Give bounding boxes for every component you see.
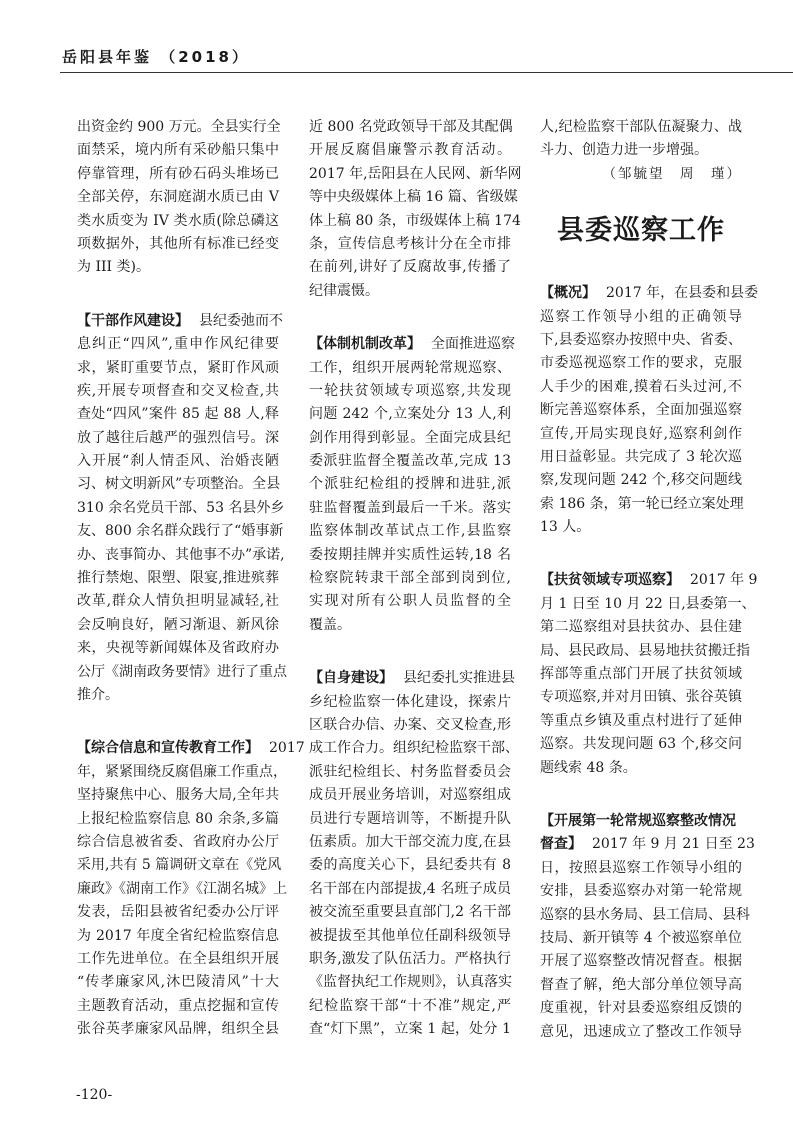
paragraph-line: 技局、新开镇等 4 个被巡察单位 [540,929,742,946]
paragraph-line: 办、丧事简办、其他事不办”承诺, [77,546,285,563]
paragraph-heading: 【扶贫领域专项巡察】 [540,572,680,589]
paragraph-line: 采用,共有 5 篇调研文章在《党风 [77,857,282,874]
paragraph-line: 一轮扶贫领域专项巡察,共发现 [309,382,511,399]
paragraph-line: 等中央级媒体上稿 16 篇、省级媒 [309,189,518,206]
paragraph-line: 委的高度关心下，县纪委共有 8 [309,857,511,874]
paragraph-line: 巡察工作领导小组的正确领导 [540,308,742,325]
paragraph-line: 查处“四风”案件 85 起 88 人,释 [77,406,279,423]
paragraph-line [540,833,755,856]
paragraph-line: 被交流至重要县直部门,2 名干部 [309,904,511,921]
paragraph-line: 张谷英孝廉家风品牌，组织全县 [77,1021,279,1038]
paragraph-line: 条，宣传信息考核计分在全市排 [309,235,511,252]
paragraph-line: 问题 242 个,立案处分 13 人,利 [309,406,511,423]
paragraph-line: 职务,激发了队伍活力。严格执行 [309,950,511,967]
paragraph-line: 市委巡视巡察工作的要求，克服 [540,355,742,372]
paragraph-line: 督查了解，绝大部分单位领导高 [540,976,742,993]
paragraph [309,667,519,1041]
paragraph-line: 监察体制改革试点工作,县监察 [309,523,511,540]
paragraph-line: 成员开展业务培训，对巡察组成 [309,787,511,804]
section-title: 县委巡察工作 [557,215,725,247]
paragraph-line: 检察院转隶干部全部到岗到位, [309,570,511,587]
paragraph-line: 13 人。 [540,519,591,536]
paragraph-line: 覆盖。 [309,616,351,633]
paragraph-line: 坚持聚焦中心、服务大局,全年共 [77,787,279,804]
paragraph-line: 发表，岳阳县被省纪委办公厅评 [77,904,279,921]
paragraph-heading: 【综合信息和宣传教育工作】 [77,740,259,757]
paragraph-line: 剑作用得到彰显。全面完成县纪 [309,429,511,446]
paragraph-line: 为 III 类)。 [77,259,150,276]
paragraph-line: 放了越往后越严的强烈信号。深 [77,429,279,446]
paragraph-line: 实现对所有公职人员监督的全 [309,593,511,610]
paragraph-text: 2017 年，在县委和县委 [606,285,759,302]
paragraph-line: 工作，组织开展两轮常规巡察、 [309,359,511,376]
paragraph-line: 派驻纪检组长、村务监督委员会 [309,763,511,780]
paragraph-line: 挥部等重点部门开展了扶贫领域 [540,666,742,683]
paragraph-line: 专项巡察,并对月田镇、张谷英镇 [540,689,742,706]
paragraph-line: 察,发现问题 242 个,移交问题线 [540,472,742,489]
paragraph-line: 项数据外，其他所有标准已经变 [77,235,279,252]
paragraph [309,333,515,637]
paragraph-line [540,282,759,305]
paragraph-line: 索 186 条，第一轮已经立案处理 [540,495,744,512]
paragraph-line: 断完善巡察体系，全面加强巡察 [540,402,742,419]
paragraph-line: 公厅《湖南政务要情》进行了重点 [77,663,287,680]
paragraph [540,569,758,780]
paragraph-line: 入开展“刹人情歪风、治婚丧陋 [77,453,279,470]
paragraph [540,282,759,539]
paragraph-line: 巡察的县水务局、县工信局、县科 [540,906,750,923]
paragraph-line: 主题教育活动，重点挖掘和宣传 [77,997,279,1014]
paragraph [77,116,279,280]
paragraph-line: 用日益彰显。共完成了 3 轮次巡 [540,448,742,465]
paragraph-line [309,333,515,356]
paragraph-line: 驻监督覆盖到最后一千米。落实 [309,499,511,516]
author-credit: （邹毓望 周 瑾） [602,165,742,182]
paragraph-line: 在前列,讲好了反腐故事,传播了 [309,259,511,276]
running-header-title: 岳阳县年鉴 （2018） [62,48,250,66]
paragraph [540,116,742,163]
paragraph-line: 员进行专题培训等，不断提升队 [309,810,511,827]
header-rule [60,72,793,73]
paragraph-heading: 督查】 [540,836,582,853]
paragraph-line: 乡纪检监察一体化建设，探索片 [309,693,511,710]
column-3 [540,116,759,1074]
paragraph-line: 停靠管理，所有砂石码头堆场已 [77,165,279,182]
paragraph-line: 类水质变为 IV 类水质(除总磷这 [77,212,279,229]
paragraph-line: 开展反腐倡廉警示教育活动。 [309,142,511,159]
paragraph-line: “传孝廉家风,沐巴陵清风”十大 [77,974,279,991]
paragraph-line [540,569,758,592]
paragraph-line: 区联合办信、办案、交叉检查,形 [309,716,511,733]
paragraph-line: 《监督执纪工作规则》，认真落实 [309,974,512,991]
paragraph-line: 巡察。共发现问题 63 个,移交问 [540,736,742,753]
paragraph-line: 推行禁炮、限塑、限宴,推进殡葬 [77,570,279,587]
paragraph-line: 廉政》《湖南工作》《江湖名城》上 [77,880,287,897]
paragraph-line: 上报纪检监察信息 80 余条,多篇 [77,810,279,827]
paragraph-line: 月 1 日至 10 月 22 日,县委第一、 [540,595,756,612]
paragraph-line: 局、县民政局、县易地扶贫搬迁指 [540,642,750,659]
paragraph-line [309,667,515,690]
paragraph-line: 息纠正“四风”,重申作风纪律要 [77,336,279,353]
paragraph [309,116,522,303]
paragraph-line: 题线索 48 条。 [540,759,637,776]
paragraph-line: 全部关停，东洞庭湖水质已由 V [77,189,279,206]
paragraph-text: 县纪委扎实推进县 [403,670,515,687]
paragraph-line: 等重点乡镇及重点村进行了延伸 [540,712,742,729]
paragraph-line: 成工作合力。组织纪检监察干部、 [309,740,519,757]
paragraph-line [77,310,283,333]
paragraph-line: 改革,群众人情负担明显减轻,社 [77,593,279,610]
paragraph-line: 意见，迅速成立了整改工作领导 [540,1023,742,1040]
paragraph [77,737,305,1041]
paragraph-line: 推介。 [77,686,119,703]
paragraph-line: 宣传,开局实现良好,巡察利剑作 [540,425,742,442]
paragraph-line: 第二巡察组对县扶贫办、县住建 [540,619,742,636]
paragraph-line: 名干部在内部提拔,4 名班子成员 [309,880,511,897]
paragraph-line: 习、树文明新风”专项整治。全县 [77,476,281,493]
page-number: -120- [76,1087,113,1103]
paragraph-line [77,737,305,760]
paragraph-line: 友、800 余名群众践行了“婚事新 [77,523,284,540]
paragraph-line: 来，央视等新闻媒体及省政府办 [77,640,279,657]
paragraph [77,310,287,708]
paragraph-line: 开展了巡察整改情况督查。根据 [540,953,742,970]
paragraph-line: 委按期挂牌并实质性运转,18 名 [309,546,511,563]
paragraph-text: 全面推进巡察 [431,336,515,353]
column-2 [309,116,522,1071]
paragraph-heading: 【体制机制改革】 [309,336,421,353]
paragraph-line: 出资金约 900 万元。全县实行全 [77,119,281,135]
paragraph-line: 纪检监察干部“十不准”规定,严 [309,997,511,1014]
paragraph-line: 纪律震慑。 [309,282,379,299]
paragraph-line: 310 余名党员干部、53 名县外乡 [77,499,285,516]
column-1 [77,116,305,1071]
paragraph-line: 伍素质。加大干部交流力度,在县 [309,833,511,850]
paragraph-line: 度重视，针对县委巡察组反馈的 [540,1000,742,1017]
paragraph-text: 2017 [269,740,305,757]
paragraph-line: 人手少的困难,摸着石头过河,不 [540,378,742,395]
paragraph-line: 安排，县委巡察办对第一轮常规 [540,883,742,900]
paragraph-heading: 【概况】 [540,285,596,302]
paragraph-heading: 【自身建设】 [309,670,393,687]
paragraph-line: 会反响良好，陋习渐退、新风徐 [77,616,279,633]
paragraph-line: 为 2017 年度全省纪检监察信息 [77,927,279,944]
paragraph-line: 斗力、创造力进一步增强。 [540,142,708,159]
paragraph-line: 面禁采，境内所有采砂船只集中 [77,142,279,159]
paragraph-line: 体上稿 80 条，市级媒体上稿 174 [309,212,521,229]
paragraph-text: 2017 年 9 [690,572,758,589]
paragraph-text: 2017 年 9 月 21 日至 23 [592,836,755,853]
paragraph-line: 疾,开展专项督查和交叉检查,共 [77,382,279,399]
paragraph-line [540,810,742,833]
paragraph-line: 日，按照县巡察工作领导小组的 [540,859,742,876]
paragraph-line: 2017 年,岳阳县在人民网、新华网 [309,165,522,182]
paragraph-line: 人,纪检监察干部队伍凝聚力、战 [540,119,742,135]
paragraph-line: 个派驻纪检组的授牌和进驻,派 [309,476,511,493]
paragraph-heading: 【干部作风建设】 [77,312,189,329]
paragraph-line: 被提拔至其他单位任副科级领导 [309,927,511,944]
paragraph-line: 综合信息被省委、省政府办公厅 [77,833,279,850]
paragraph-line: 查“灯下黑”，立案 1 起，处分 1 [309,1021,511,1038]
paragraph-line: 年，紧紧围绕反腐倡廉工作重点， [77,763,287,780]
paragraph-line: 求，紧盯重要节点，紧盯作风顽 [77,359,279,376]
paragraph-text: 县纪委弛而不 [199,312,283,329]
paragraph-line: 近 800 名党政领导干部及其配偶 [309,119,513,135]
paragraph [540,810,755,1044]
paragraph-line: 工作先进单位。在全县组织开展 [77,950,279,967]
paragraph-heading: 【开展第一轮常规巡察整改情况 [540,812,736,829]
paragraph-line: 委派驻监督全覆盖改革,完成 13 [309,453,511,470]
paragraph-line: 下,县委巡察办按照中央、省委、 [540,331,742,348]
